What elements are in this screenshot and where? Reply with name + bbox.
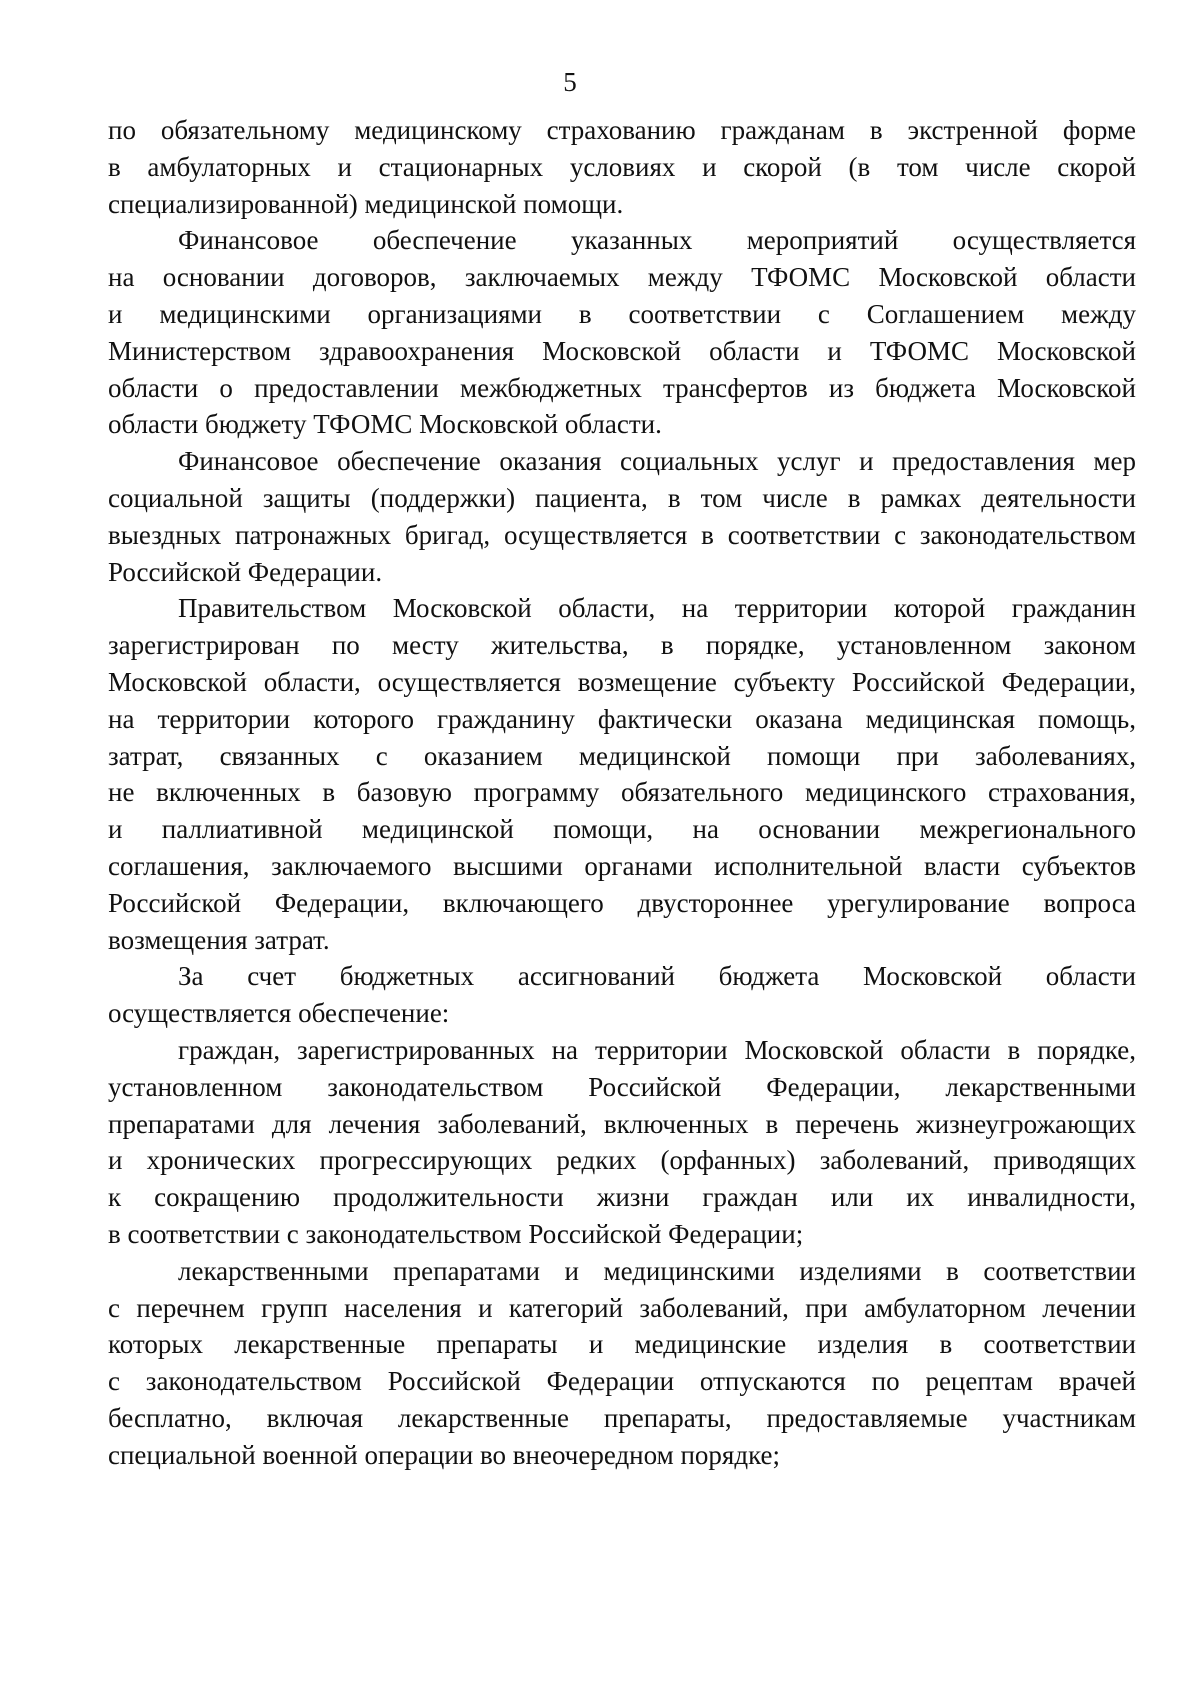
text-line: специализированной) медицинской помощи. [108,188,624,219]
text-line: и паллиативной медицинской помощи, на основании межрегионального [108,814,1136,845]
text-line: лекарственными препаратами и медицинскими изделиями в соответствии [178,1255,1136,1286]
text-line: возмещения затрат. [108,924,330,955]
text-line: Российской Федерации. [108,556,383,587]
text-line: Министерством здравоохранения Московской области и ТФОМС Московской [108,335,1136,366]
text-line: в соответствии с законодательством Российской Федерации; [108,1218,804,1249]
text-line: осуществляется обеспечение: [108,998,450,1029]
text-line: Российской Федерации, включающего двустороннее урегулирование вопроса [108,887,1136,918]
text-line: области о предоставлении межбюджетных трансфертов из бюджета Московской [108,372,1136,403]
text-line: Правительством Московской области, на территории которой гражданин [178,593,1136,624]
text-line: на территории которого гражданину фактически оказана медицинская помощь, [108,703,1136,734]
paragraph [108,112,1136,222]
document-body [108,112,1136,1473]
text-line: с законодательством Российской Федерации отпускаются по рецептам врачей [108,1366,1136,1397]
text-line: затрат, связанных с оказанием медицинской помощи при заболеваниях, [108,740,1136,771]
text-line: которых лекарственные препараты и медицинские изделия в соответствии [108,1329,1136,1360]
text-line: установленном законодательством Российской Федерации, лекарственными [108,1071,1136,1102]
text-line: граждан, зарегистрированных на территории Московской области в порядке, [178,1034,1136,1065]
text-line: Московской области, осуществляется возмещение субъекту Российской Федерации, [108,666,1136,697]
text-line: специальной военной операции во внеочередном порядке; [108,1439,780,1470]
text-line: не включенных в базовую программу обязательного медицинского страхования, [108,777,1136,808]
text-line: области бюджету ТФОМС Московской области. [108,409,662,440]
paragraph [108,1032,1136,1253]
text-line: в амбулаторных и стационарных условиях и скорой (в том числе скорой [108,151,1136,182]
paragraph [108,958,1136,1032]
text-line: Финансовое обеспечение указанных мероприятий осуществляется [178,225,1136,256]
text-line: выездных патронажных бригад, осуществляется в соответствии с законодательством [108,519,1136,550]
text-line: препаратами для лечения заболеваний, включенных в перечень жизнеугрожающих [108,1108,1136,1139]
text-line: бесплатно, включая лекарственные препараты, предоставляемые участникам [108,1402,1136,1433]
page-number: 5 [563,67,577,97]
paragraph [108,590,1136,958]
text-line: по обязательному медицинскому страхованию гражданам в экстренной форме [108,115,1136,145]
text-line: и медицинскими организациями в соответствии с Соглашением между [108,298,1136,329]
text-line: зарегистрирован по месту жительства, в порядке, установленном законом [108,630,1136,661]
text-line: с перечнем групп населения и категорий заболеваний, при амбулаторном лечении [108,1292,1136,1323]
paragraph [108,1253,1136,1474]
paragraph [108,222,1136,443]
text-line: к сокращению продолжительности жизни граждан или их инвалидности, [108,1182,1136,1213]
text-line: и хронических прогрессирующих редких (орфанных) заболеваний, приводящих [108,1145,1136,1176]
text-line: Финансовое обеспечение оказания социальных услуг и предоставления мер [178,446,1136,477]
text-line: социальной защиты (поддержки) пациента, в том числе в рамках деятельности [108,482,1136,513]
text-line: За счет бюджетных ассигнований бюджета Московской области [178,961,1136,992]
text-line: соглашения, заключаемого высшими органами исполнительной власти субъектов [108,850,1136,881]
paragraph [108,443,1136,590]
text-line: на основании договоров, заключаемых между ТФОМС Московской области [108,262,1136,293]
